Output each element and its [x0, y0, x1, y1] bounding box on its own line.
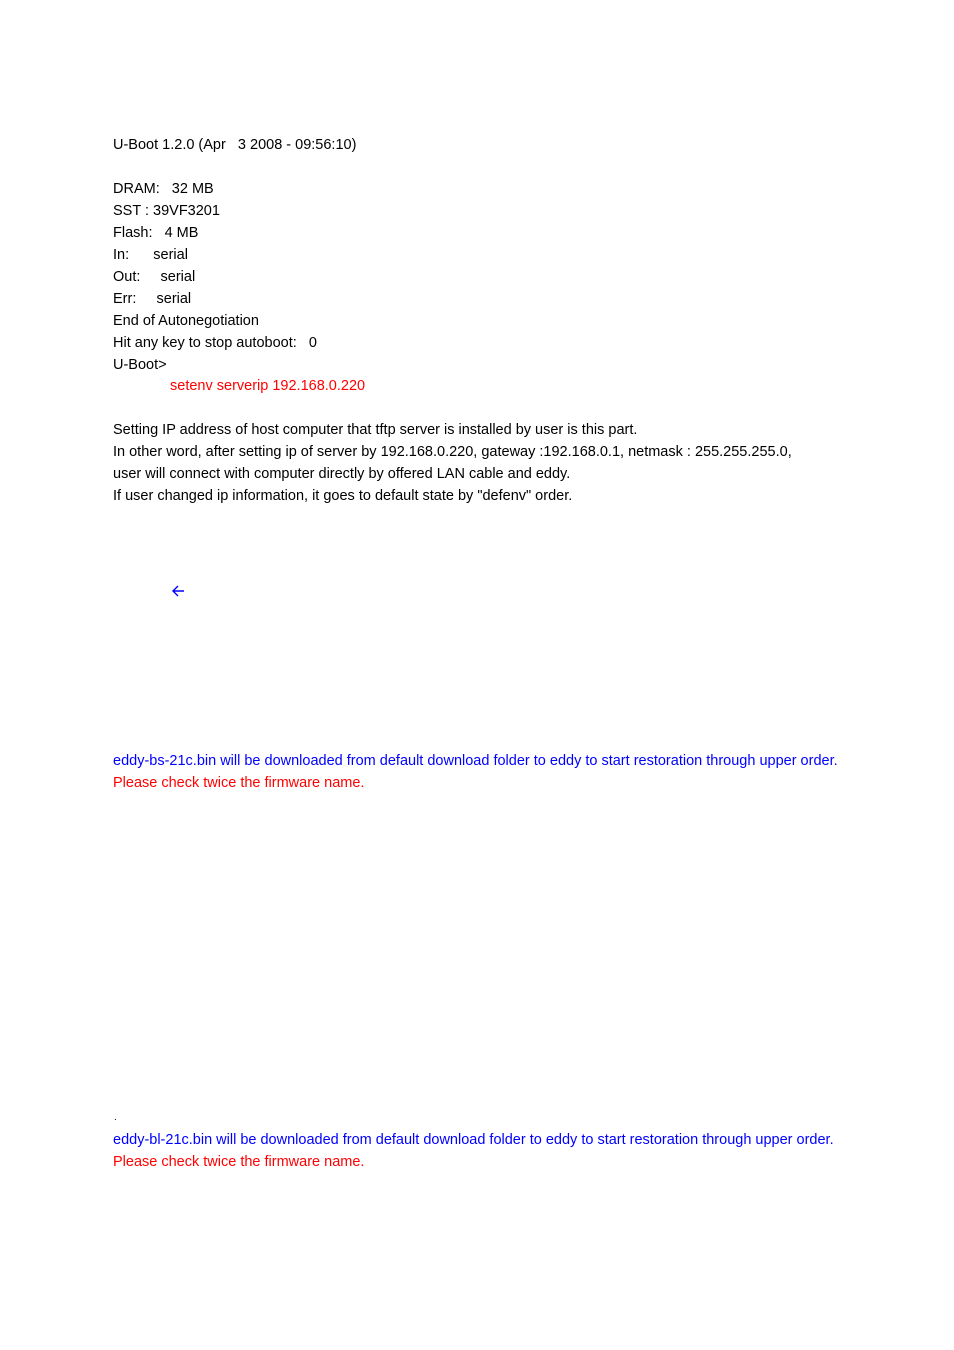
explanation-line-1: Setting IP address of host computer that tftp server is installed by user is this part. [113, 422, 638, 438]
bl-firmware-note: eddy-bl-21c.bin will be downloaded from default download folder to eddy to start restoration through upper order. [113, 1132, 834, 1148]
bs-firmware-note: eddy-bs-21c.bin will be downloaded from default download folder to eddy to start restoration through upper order. [113, 753, 838, 769]
uboot-prompt: U-Boot> [113, 357, 167, 373]
bs-firmware-warning: Please check twice the firmware name. [113, 775, 365, 791]
boot-log-line-err: Err: serial [113, 291, 192, 307]
boot-log-line-out: Out: serial [113, 269, 196, 285]
arrow-left-icon [170, 582, 186, 600]
explanation-line-3: user will connect with computer directly by offered LAN cable and eddy. [113, 466, 571, 482]
setenv-command: setenv serverip 192.168.0.220 [170, 378, 366, 394]
boot-log-line-flash: Flash: 4 MB [113, 225, 199, 241]
boot-log-line-autoboot: Hit any key to stop autoboot: 0 [113, 335, 317, 351]
stray-dot: . [114, 1112, 117, 1123]
boot-log-line-sst: SST : 39VF3201 [113, 203, 220, 219]
explanation-line-2: In other word, after setting ip of server by 192.168.0.220, gateway :192.168.0.1, netmask : 255.255.255.0, [113, 444, 792, 460]
boot-log-line-dram: DRAM: 32 MB [113, 181, 214, 197]
bl-firmware-warning: Please check twice the firmware name. [113, 1154, 365, 1170]
explanation-line-4: If user changed ip information, it goes to default state by "defenv" order. [113, 488, 573, 504]
boot-log-line-autoneg: End of Autonegotiation [113, 313, 259, 329]
boot-log-line-in: In: serial [113, 247, 188, 263]
uboot-header: U-Boot 1.2.0 (Apr 3 2008 - 09:56:10) [113, 137, 357, 153]
